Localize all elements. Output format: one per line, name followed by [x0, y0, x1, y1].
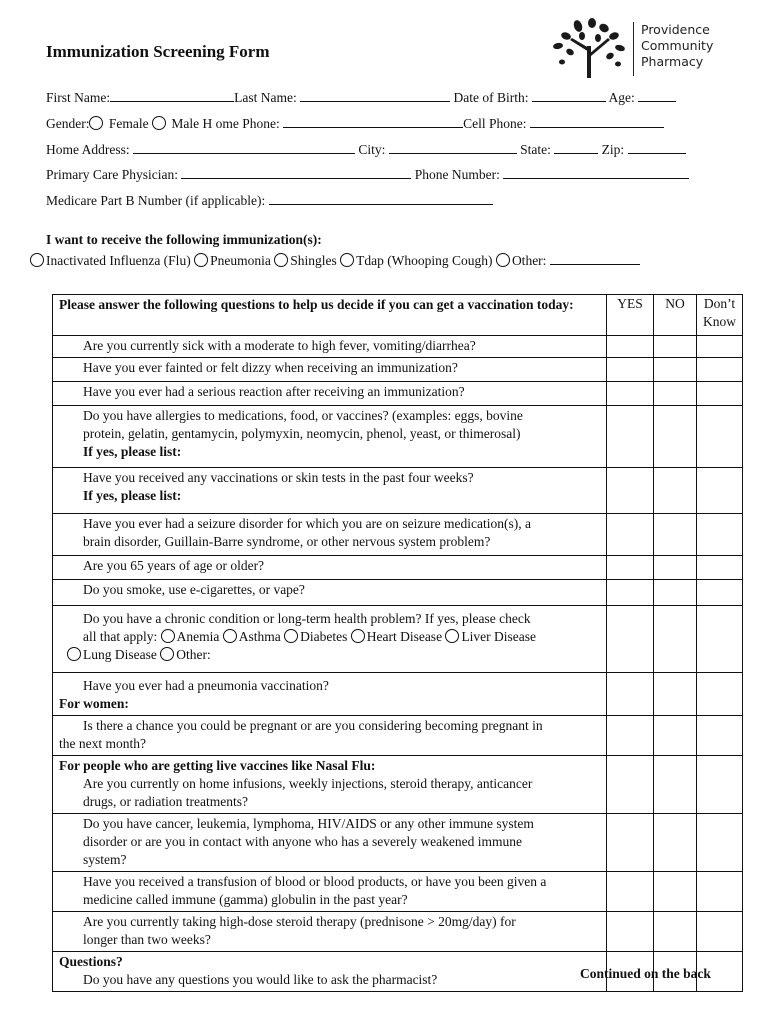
answer-yes-cell[interactable]	[607, 912, 654, 952]
answer-no-cell[interactable]	[654, 514, 697, 556]
question-infusions-line-1: Are you currently on home infusions, weekly injections, steroid therapy, anticancer	[83, 776, 533, 791]
home-phone-field[interactable]	[283, 115, 463, 128]
question-seizure	[53, 514, 607, 556]
question-chronic-line-1: Do you have a chronic condition or long-term health problem? If yes, please check	[83, 611, 531, 626]
row-physician	[46, 166, 689, 183]
flu-radio[interactable]	[30, 253, 44, 267]
city-label: City:	[358, 142, 386, 157]
question-infusions-line-2: drugs, or radiation treatments?	[83, 794, 248, 809]
immunization-heading: I want to receive the following immunization(s):	[46, 232, 322, 247]
question-allergies-list: If yes, please list:	[83, 444, 182, 459]
question-seizure-line-2: brain disorder, Guillain-Barre syndrome, or other nervous system problem?	[83, 534, 491, 549]
question-cancer	[53, 814, 607, 872]
question-chronic-apply: all that apply:	[83, 629, 158, 644]
question-pharmacist	[53, 952, 607, 992]
question-reaction: Have you ever had a serious reaction after receiving an immunization?	[53, 382, 607, 406]
immunization-options	[30, 252, 640, 269]
first-name-label: First Name:	[46, 90, 111, 105]
answer-no-cell[interactable]	[654, 872, 697, 912]
last-name-field[interactable]	[300, 89, 450, 102]
female-label: Female	[108, 116, 149, 131]
answer-no-cell[interactable]	[654, 382, 697, 406]
answer-no-cell[interactable]	[654, 716, 697, 756]
answer-yes-cell[interactable]	[607, 716, 654, 756]
table-row	[53, 912, 743, 952]
answer-no-cell[interactable]	[654, 336, 697, 358]
question-chronic-line-2	[83, 628, 602, 646]
answer-dont-know-cell[interactable]	[697, 336, 743, 358]
asthma-radio[interactable]	[223, 629, 237, 643]
question-infusions	[53, 756, 607, 814]
answer-dont-know-cell[interactable]	[697, 382, 743, 406]
question-vaccinations	[53, 468, 607, 514]
question-transfusion	[53, 872, 607, 912]
other-field[interactable]	[550, 252, 640, 265]
table-row	[53, 514, 743, 556]
answer-no-cell[interactable]	[654, 406, 697, 468]
answer-yes-cell[interactable]	[607, 673, 654, 716]
brand-line-1: Providence	[641, 22, 710, 37]
logo-divider	[633, 22, 634, 76]
brand-line-2: Community	[641, 38, 714, 53]
answer-no-cell[interactable]	[654, 756, 697, 814]
answer-yes-cell[interactable]	[607, 580, 654, 606]
question-sick: Are you currently sick with a moderate to high fever, vomiting/diarrhea?	[53, 336, 607, 358]
question-pharmacist-text: Do you have any questions you would like to ask the pharmacist?	[83, 972, 438, 987]
question-age: Are you 65 years of age or older?	[53, 556, 607, 580]
phone-number-label: Phone Number:	[414, 167, 500, 182]
answer-dont-know-cell[interactable]	[697, 556, 743, 580]
answer-dont-know-cell[interactable]	[697, 514, 743, 556]
question-transfusion-line-2: medicine called immune (gamma) globulin in the past year?	[83, 892, 408, 907]
row-address	[46, 141, 686, 158]
home-phone-label: H ome Phone:	[202, 116, 280, 131]
answer-no-cell[interactable]	[654, 468, 697, 514]
other-label: Other:	[511, 253, 547, 268]
brand-logo	[548, 18, 748, 80]
question-chronic-line-3	[67, 646, 602, 664]
answer-yes-cell[interactable]	[607, 514, 654, 556]
question-cancer-line-2: disorder or are you in contact with anyone who has a severely weakened immune	[83, 834, 522, 849]
section-questions: Questions?	[59, 954, 123, 969]
table-row	[53, 872, 743, 912]
question-allergies-line-2: protein, gelatin, gentamycin, polymyxin, neomycin, phenol, yeast, or thimerosal)	[83, 426, 521, 441]
question-pneumonia	[53, 673, 607, 716]
question-steroid-line-1: Are you currently taking high-dose steroid therapy (prednisone > 20mg/day) for	[83, 914, 516, 929]
question-fainted: Have you ever fainted or felt dizzy when receiving an immunization?	[53, 358, 607, 382]
tdap-radio[interactable]	[340, 253, 354, 267]
question-allergies	[53, 406, 607, 468]
table-row	[53, 716, 743, 756]
continued-note: Continued on the back	[580, 966, 711, 981]
question-seizure-line-1: Have you ever had a seizure disorder for which you are on seizure medication(s), a	[83, 516, 531, 531]
question-pregnant	[53, 716, 607, 756]
phone-number-field[interactable]	[503, 166, 689, 179]
answer-yes-cell[interactable]	[607, 406, 654, 468]
medicare-label: Medicare Part B Number (if applicable):	[46, 193, 266, 208]
dob-label: Date of Birth:	[453, 90, 529, 105]
question-vaccinations-line-1: Have you received any vaccinations or skin tests in the past four weeks?	[83, 470, 474, 485]
answer-yes-cell[interactable]	[607, 358, 654, 382]
shingles-radio[interactable]	[274, 253, 288, 267]
zip-label: Zip:	[601, 142, 625, 157]
answer-yes-cell[interactable]	[607, 336, 654, 358]
table-row	[53, 556, 743, 580]
heart-disease-label: Heart Disease	[366, 629, 443, 644]
home-address-field[interactable]	[133, 141, 355, 154]
question-pregnant-line-2: the next month?	[59, 736, 146, 751]
age-field[interactable]	[638, 89, 676, 102]
table-header-text: Please answer the following questions to help us decide if you can get a vaccination today:	[53, 295, 607, 336]
age-label: Age:	[608, 90, 635, 105]
table-row	[53, 580, 743, 606]
zip-field[interactable]	[628, 141, 686, 154]
answer-no-cell[interactable]	[654, 673, 697, 716]
heart-disease-radio[interactable]	[351, 629, 365, 643]
question-cancer-line-3: system?	[83, 852, 127, 867]
question-cancer-line-1: Do you have cancer, leukemia, lymphoma, HIV/AIDS or any other immune system	[83, 816, 534, 831]
answer-no-cell[interactable]	[654, 580, 697, 606]
answer-yes-cell[interactable]	[607, 382, 654, 406]
answer-dont-know-cell[interactable]	[697, 814, 743, 872]
gender-label: Gender:	[46, 116, 90, 131]
male-radio[interactable]	[152, 116, 166, 130]
answer-no-cell[interactable]	[654, 606, 697, 673]
liver-disease-radio[interactable]	[445, 629, 459, 643]
answer-yes-cell[interactable]	[607, 606, 654, 673]
row-name	[46, 89, 676, 106]
tree-icon	[548, 18, 630, 80]
anemia-label: Anemia	[176, 629, 220, 644]
answer-yes-cell[interactable]	[607, 468, 654, 514]
answer-dont-know-cell[interactable]	[697, 406, 743, 468]
table-row	[53, 358, 743, 382]
row-gender	[46, 115, 664, 132]
pcp-label: Primary Care Physician:	[46, 167, 178, 182]
home-address-label: Home Address:	[46, 142, 130, 157]
pneumonia-label: Pneumonia	[210, 253, 271, 268]
asthma-label: Asthma	[238, 629, 281, 644]
answer-dont-know-cell[interactable]	[697, 358, 743, 382]
first-name-field[interactable]	[110, 89, 234, 102]
question-allergies-line-1: Do you have allergies to medications, food, or vaccines? (examples: eggs, bovine	[83, 408, 523, 423]
answer-no-cell[interactable]	[654, 814, 697, 872]
answer-yes-cell[interactable]	[607, 814, 654, 872]
table-row	[53, 606, 743, 673]
shingles-label: Shingles	[290, 253, 337, 268]
other-radio[interactable]	[496, 253, 510, 267]
question-chronic	[53, 606, 607, 673]
pcp-field[interactable]	[181, 166, 411, 179]
answer-yes-cell[interactable]	[607, 872, 654, 912]
brand-name	[641, 22, 713, 70]
screening-table	[52, 294, 743, 992]
answer-no-cell[interactable]	[654, 556, 697, 580]
section-live-vaccines: For people who are getting live vaccines like Nasal Flu:	[59, 758, 376, 773]
col-no: NO	[654, 295, 697, 336]
answer-no-cell[interactable]	[654, 358, 697, 382]
question-pneumonia-text: Have you ever had a pneumonia vaccination?	[83, 678, 329, 693]
question-steroid	[53, 912, 607, 952]
city-field[interactable]	[389, 141, 517, 154]
answer-dont-know-cell[interactable]	[697, 756, 743, 814]
question-smoke: Do you smoke, use e-cigarettes, or vape?	[53, 580, 607, 606]
form-title: Immunization Screening Form	[46, 42, 270, 61]
question-transfusion-line-1: Have you received a transfusion of blood or blood products, or have you been given a	[83, 874, 547, 889]
table-header-row	[53, 295, 743, 336]
table-row	[53, 382, 743, 406]
section-for-women: For women:	[59, 696, 129, 711]
pneumonia-radio[interactable]	[194, 253, 208, 267]
row-medicare	[46, 192, 493, 209]
answer-yes-cell[interactable]	[607, 556, 654, 580]
lung-disease-label: Lung Disease	[83, 647, 157, 662]
table-row	[53, 468, 743, 514]
cell-phone-label: Cell Phone:	[463, 116, 527, 131]
col-yes: YES	[607, 295, 654, 336]
answer-dont-know-cell[interactable]	[697, 716, 743, 756]
table-row	[53, 756, 743, 814]
lung-disease-radio[interactable]	[67, 647, 81, 661]
chronic-other-radio[interactable]	[160, 647, 174, 661]
answer-no-cell[interactable]	[654, 912, 697, 952]
question-vaccinations-list: If yes, please list:	[83, 488, 182, 503]
state-field[interactable]	[554, 141, 598, 154]
medicare-field[interactable]	[269, 192, 493, 205]
last-name-label: Last Name:	[234, 90, 297, 105]
question-steroid-line-2: longer than two weeks?	[83, 932, 211, 947]
dob-field[interactable]	[532, 89, 606, 102]
table-row	[53, 336, 743, 358]
chronic-other-label: Other:	[176, 647, 211, 662]
state-label: State:	[520, 142, 551, 157]
brand-line-3: Pharmacy	[641, 54, 704, 69]
flu-label: Inactivated Influenza (Flu)	[46, 253, 191, 268]
diabetes-radio[interactable]	[284, 629, 298, 643]
answer-dont-know-cell[interactable]	[697, 872, 743, 912]
question-pregnant-line-1: Is there a chance you could be pregnant or are you considering becoming pregnant in	[83, 718, 543, 733]
male-label: Male	[171, 116, 200, 131]
answer-dont-know-cell[interactable]	[697, 580, 743, 606]
answer-yes-cell[interactable]	[607, 756, 654, 814]
table-row	[53, 673, 743, 716]
table-row	[53, 814, 743, 872]
tdap-label: Tdap (Whooping Cough)	[356, 253, 493, 268]
table-row	[53, 406, 743, 468]
answer-dont-know-cell[interactable]	[697, 606, 743, 673]
female-radio[interactable]	[89, 116, 103, 130]
col-dont-know: Don’t Know	[697, 295, 743, 336]
cell-phone-field[interactable]	[530, 115, 664, 128]
answer-dont-know-cell[interactable]	[697, 912, 743, 952]
answer-dont-know-cell[interactable]	[697, 468, 743, 514]
diabetes-label: Diabetes	[300, 629, 348, 644]
liver-disease-label: Liver Disease	[461, 629, 537, 644]
answer-dont-know-cell[interactable]	[697, 673, 743, 716]
anemia-radio[interactable]	[161, 629, 175, 643]
